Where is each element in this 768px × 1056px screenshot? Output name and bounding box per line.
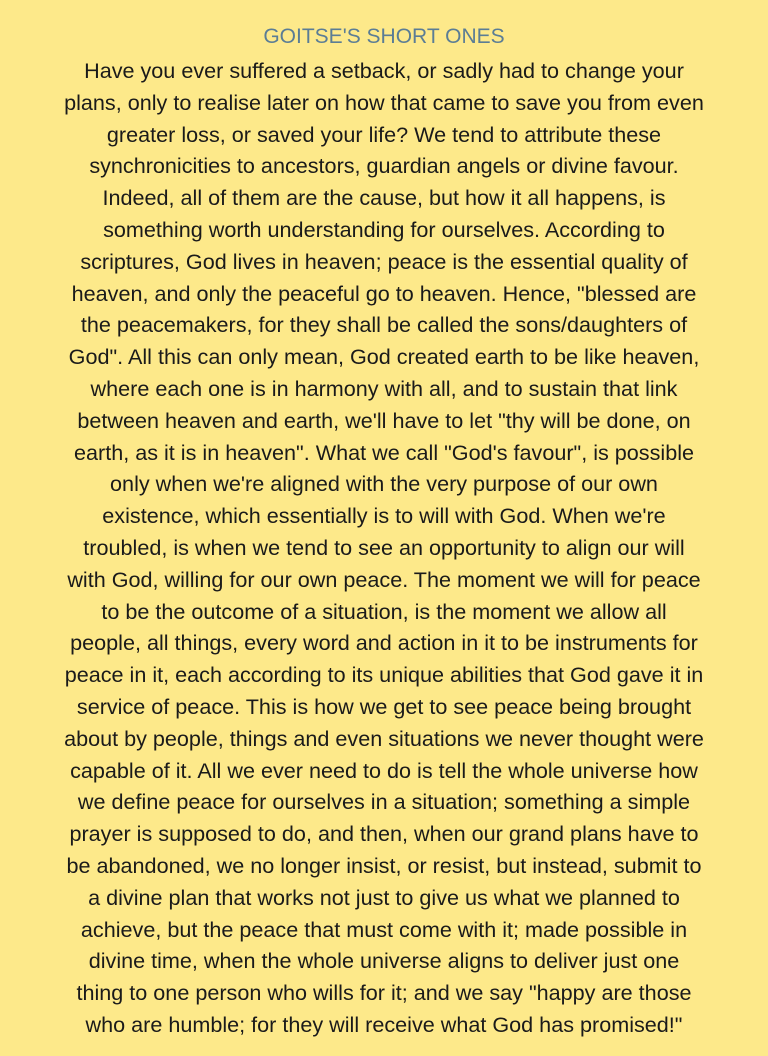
text-line: Have you ever suffered a setback, or sadly had to change your [84, 58, 684, 83]
text-line: people, all things, every word and action in it to be instruments for [70, 630, 698, 656]
text-line: something worth understanding for ourselves. According to [103, 216, 665, 242]
text-line: greater loss, or saved your life? We tend to attribute these [106, 121, 662, 147]
text-line: only when we're aligned with the very purpose of our own [110, 471, 658, 497]
text-line: service of peace. This is how we get to see peace being brought [76, 693, 692, 719]
text-line: between heaven and earth, we'll have to let "thy will be done, on [77, 407, 691, 433]
text-line: be abandoned, we no longer insist, or resist, but instead, submit to [66, 852, 702, 878]
text-line: plans, only to realise later on how that came to save you from even [64, 89, 704, 115]
text-line: achieve, but the peace that must come with it; made possible in [80, 916, 688, 942]
text-line: to be the outcome of a situation, is the moment we allow all [101, 598, 667, 624]
text-line: troubled, is when we tend to see an opportunity to align our will [83, 534, 685, 560]
text-line: we define peace for ourselves in a situation; something a simple [77, 789, 691, 815]
text-line: God". All this can only mean, God created earth to be like heaven, [68, 344, 700, 370]
text-line: about by people, things and even situations we never thought were [64, 725, 704, 751]
text-line: capable of it. All we ever need to do is tell the whole universe how [70, 757, 698, 783]
text-line: the peacemakers, for they shall be called the sons/daughters of [80, 312, 688, 338]
text-line: where each one is in harmony with all, and to sustain that link [90, 375, 678, 401]
text-line: scriptures, God lives in heaven; peace is the essential quality of [80, 248, 688, 274]
text-line: peace in it, each according to its unique abilities that God gave it in [64, 662, 704, 688]
text-line: who are humble; for they will receive what God has promised!" [85, 1011, 683, 1037]
text-line: Indeed, all of them are the cause, but how it all happens, is [102, 185, 666, 211]
text-line: heaven, and only the peaceful go to heaven. Hence, "blessed are [71, 280, 697, 306]
text-line: divine time, when the whole universe aligns to deliver just one [88, 948, 680, 974]
text-line: with God, willing for our own peace. The moment we will for peace [67, 566, 701, 592]
page-title: GOITSE'S SHORT ONES [263, 25, 505, 48]
text-line: a divine plan that works not just to give us what we planned to [88, 884, 680, 910]
text-line: earth, as it is in heaven". What we call "God's favour", is possible [73, 439, 695, 465]
text-line: synchronicities to ancestors, guardian angels or divine favour. [89, 153, 679, 179]
body-paragraph [28, 55, 740, 1041]
text-line: thing to one person who wills for it; and we say "happy are those [76, 980, 692, 1006]
text-line: prayer is supposed to do, and then, when our grand plans have to [69, 821, 699, 847]
text-line: existence, which essentially is to will with God. When we're [102, 503, 666, 529]
